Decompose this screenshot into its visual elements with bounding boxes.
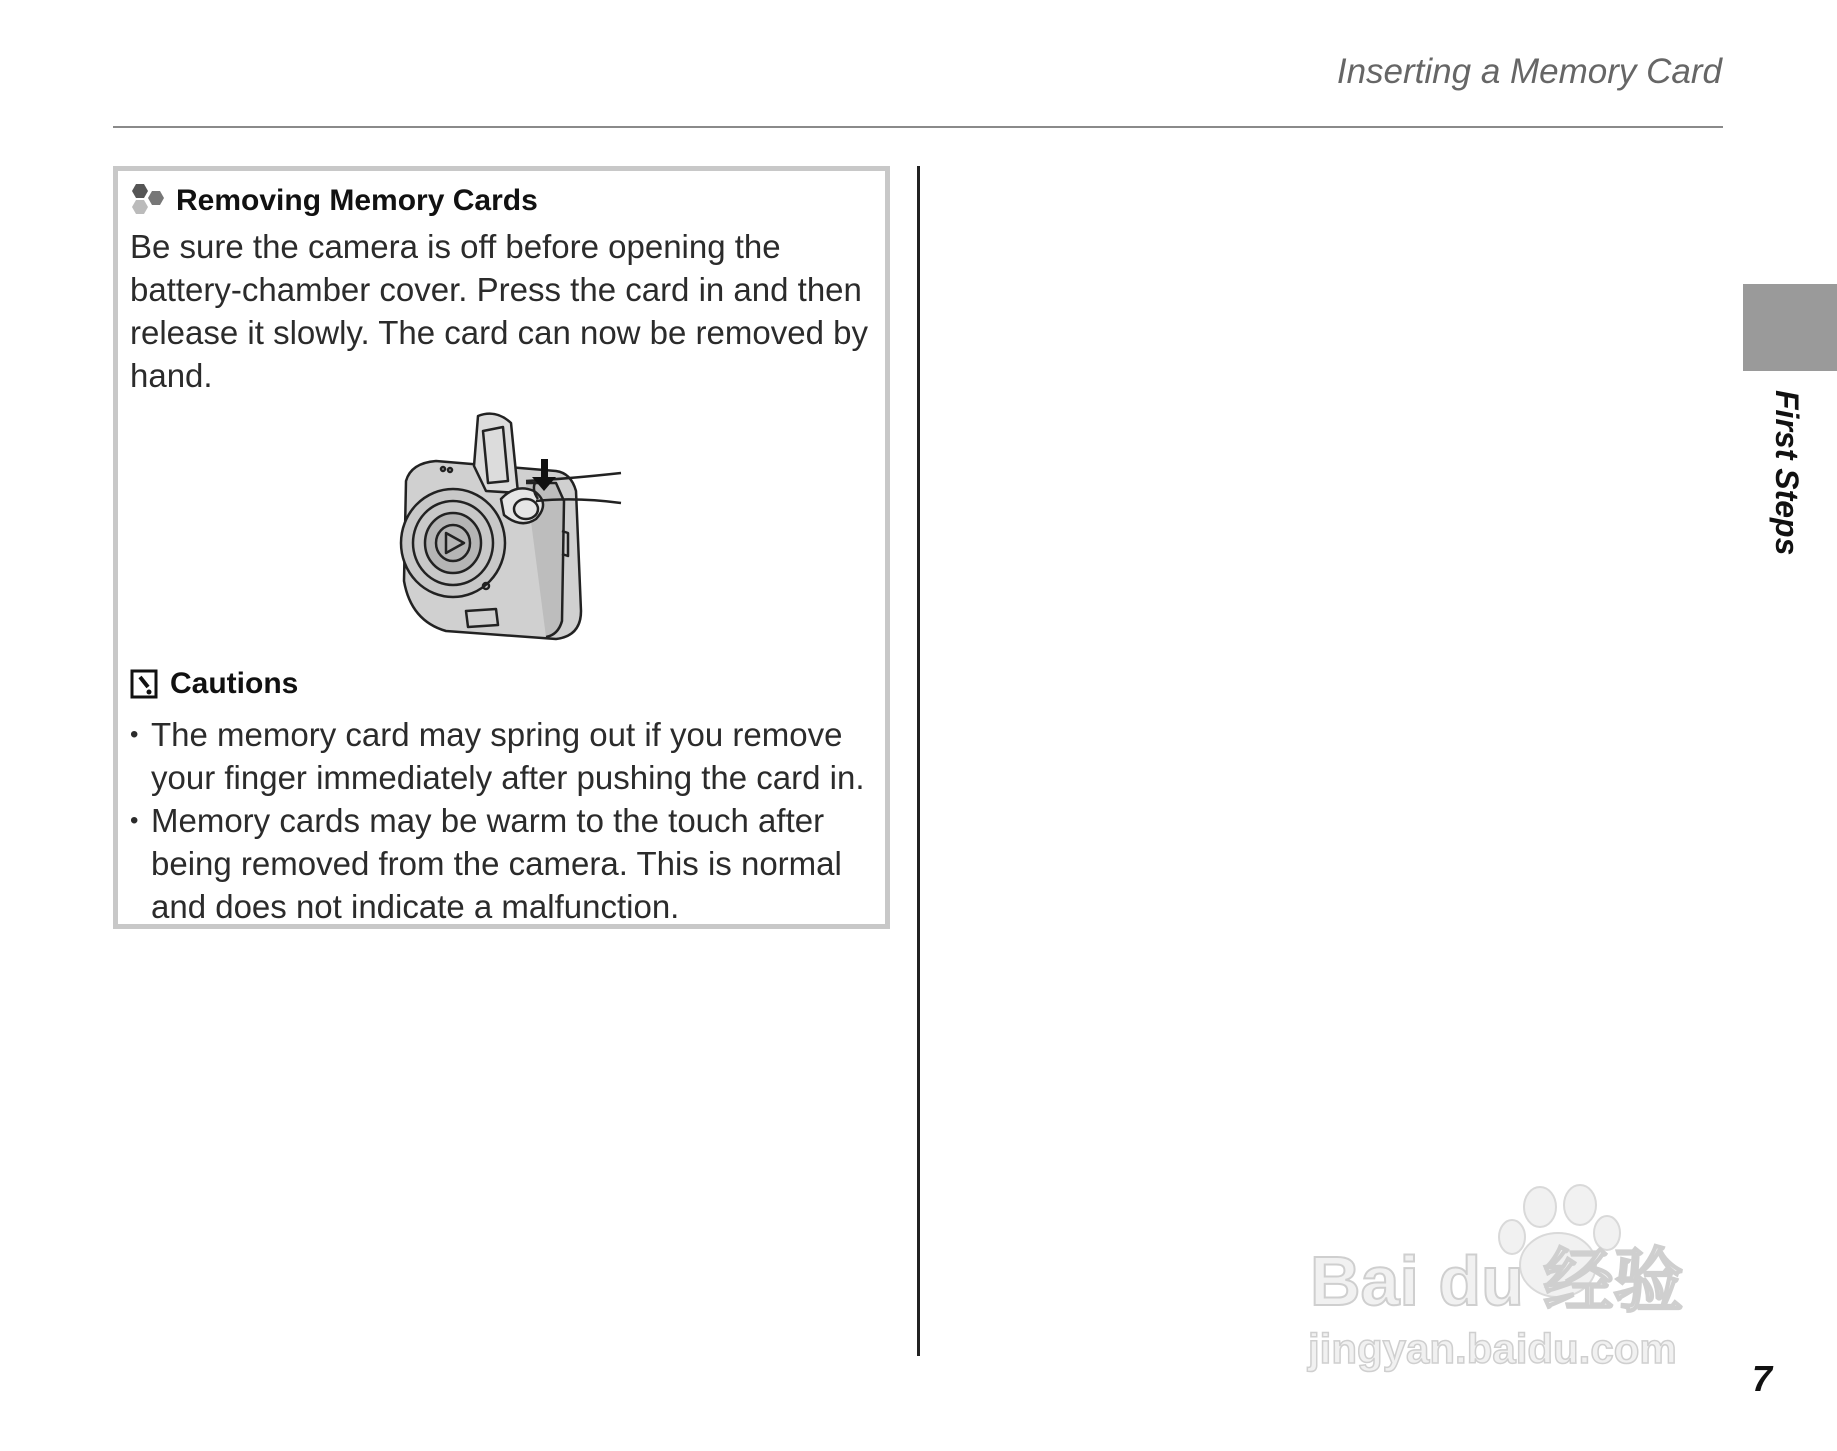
header-rule: [113, 126, 1723, 128]
caution-item: • The memory card may spring out if you remove your finger immediately after pushing the card in.: [130, 713, 880, 799]
cautions-list: [130, 713, 880, 928]
watermark-brand: Bai du 经验: [1310, 1242, 1684, 1320]
box-heading-text: Removing Memory Cards: [176, 184, 538, 217]
camera-card-removal-illustration: [386, 411, 651, 643]
column-divider: [917, 166, 920, 1356]
baidu-watermark: [1300, 1175, 1730, 1375]
cautions-heading-text: Cautions: [170, 667, 299, 700]
running-title: Inserting a Memory Card: [1336, 52, 1722, 91]
box-heading: [130, 181, 538, 221]
section-tab-label: First Steps: [1769, 390, 1805, 556]
caution-item: • Memory cards may be warm to the touch after being removed from the camera. This is normal and does not indicate a malfunction.: [130, 799, 880, 928]
hexagon-cluster-icon: [130, 181, 170, 221]
section-tab-marker: [1743, 284, 1837, 371]
cautions-heading: [130, 667, 298, 701]
caution-icon: [130, 669, 158, 699]
page-number: 7: [1752, 1358, 1773, 1399]
watermark-url: jingyan.baidu.com: [1308, 1325, 1677, 1372]
removing-memory-cards-box: [113, 166, 890, 929]
intro-paragraph: Be sure the camera is off before opening the battery-chamber cover. Press the card in and then release it slowly. The card can now be removed by hand.: [130, 228, 868, 394]
